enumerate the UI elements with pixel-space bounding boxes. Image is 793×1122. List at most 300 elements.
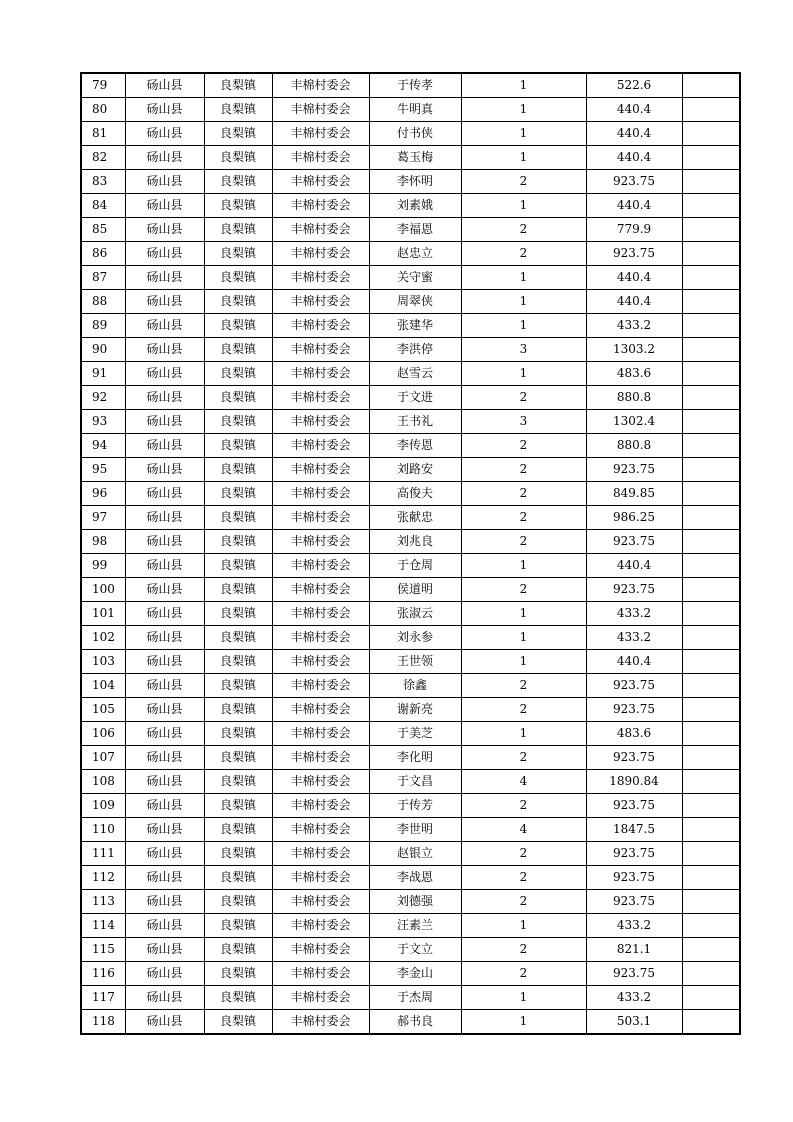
village-committee-cell: 丰棉村委会	[272, 890, 369, 914]
county-cell: 砀山县	[125, 554, 204, 578]
town-cell: 良梨镇	[204, 506, 272, 530]
table-row	[81, 890, 740, 914]
remark-cell	[682, 674, 740, 698]
amount-cell: 880.8	[586, 386, 682, 410]
town-cell: 良梨镇	[204, 842, 272, 866]
remark-cell	[682, 602, 740, 626]
remark-cell	[682, 842, 740, 866]
village-committee-cell: 丰棉村委会	[272, 338, 369, 362]
table-row	[81, 650, 740, 674]
village-committee-cell: 丰棉村委会	[272, 578, 369, 602]
amount-cell: 923.75	[586, 578, 682, 602]
town-cell: 良梨镇	[204, 362, 272, 386]
amount-cell: 849.85	[586, 482, 682, 506]
county-cell: 砀山县	[125, 770, 204, 794]
village-committee-cell: 丰棉村委会	[272, 818, 369, 842]
village-committee-cell: 丰棉村委会	[272, 986, 369, 1010]
village-committee-cell: 丰棉村委会	[272, 842, 369, 866]
town-cell: 良梨镇	[204, 170, 272, 194]
table-row	[81, 194, 740, 218]
name-cell: 李战恩	[369, 866, 461, 890]
name-cell: 赵忠立	[369, 242, 461, 266]
remark-cell	[682, 170, 740, 194]
remark-cell	[682, 242, 740, 266]
row-number-cell: 87	[81, 266, 125, 290]
county-cell: 砀山县	[125, 314, 204, 338]
remark-cell	[682, 530, 740, 554]
amount-cell: 923.75	[586, 866, 682, 890]
county-cell: 砀山县	[125, 674, 204, 698]
amount-cell: 433.2	[586, 314, 682, 338]
village-committee-cell: 丰棉村委会	[272, 458, 369, 482]
county-cell: 砀山县	[125, 122, 204, 146]
county-cell: 砀山县	[125, 266, 204, 290]
county-cell: 砀山县	[125, 722, 204, 746]
table-row	[81, 170, 740, 194]
name-cell: 谢新亮	[369, 698, 461, 722]
table-row	[81, 410, 740, 434]
table-row	[81, 98, 740, 122]
table-row	[81, 866, 740, 890]
name-cell: 刘永参	[369, 626, 461, 650]
name-cell: 于文昌	[369, 770, 461, 794]
town-cell: 良梨镇	[204, 314, 272, 338]
county-cell: 砀山县	[125, 986, 204, 1010]
amount-cell: 440.4	[586, 98, 682, 122]
amount-cell: 923.75	[586, 962, 682, 986]
household-size-cell: 2	[461, 578, 586, 602]
row-number-cell: 118	[81, 1010, 125, 1035]
name-cell: 周翠侠	[369, 290, 461, 314]
household-size-cell: 2	[461, 170, 586, 194]
name-cell: 于传孝	[369, 73, 461, 98]
row-number-cell: 106	[81, 722, 125, 746]
household-size-cell: 2	[461, 962, 586, 986]
name-cell: 李化明	[369, 746, 461, 770]
amount-cell: 433.2	[586, 914, 682, 938]
household-size-cell: 3	[461, 410, 586, 434]
village-committee-cell: 丰棉村委会	[272, 218, 369, 242]
amount-cell: 440.4	[586, 266, 682, 290]
town-cell: 良梨镇	[204, 218, 272, 242]
name-cell: 李洪停	[369, 338, 461, 362]
name-cell: 赵银立	[369, 842, 461, 866]
amount-cell: 483.6	[586, 722, 682, 746]
table-row	[81, 434, 740, 458]
table-row	[81, 266, 740, 290]
row-number-cell: 95	[81, 458, 125, 482]
county-cell: 砀山县	[125, 578, 204, 602]
row-number-cell: 107	[81, 746, 125, 770]
name-cell: 李传恩	[369, 434, 461, 458]
household-size-cell: 2	[461, 434, 586, 458]
remark-cell	[682, 890, 740, 914]
remark-cell	[682, 482, 740, 506]
remark-cell	[682, 122, 740, 146]
household-size-cell: 1	[461, 98, 586, 122]
amount-cell: 1890.84	[586, 770, 682, 794]
county-cell: 砀山县	[125, 1010, 204, 1035]
name-cell: 侯道明	[369, 578, 461, 602]
table-row	[81, 722, 740, 746]
row-number-cell: 89	[81, 314, 125, 338]
town-cell: 良梨镇	[204, 458, 272, 482]
amount-cell: 440.4	[586, 122, 682, 146]
town-cell: 良梨镇	[204, 98, 272, 122]
remark-cell	[682, 338, 740, 362]
village-committee-cell: 丰棉村委会	[272, 98, 369, 122]
remark-cell	[682, 290, 740, 314]
household-size-cell: 2	[461, 842, 586, 866]
table-row	[81, 242, 740, 266]
county-cell: 砀山县	[125, 362, 204, 386]
remark-cell	[682, 386, 740, 410]
county-cell: 砀山县	[125, 386, 204, 410]
row-number-cell: 97	[81, 506, 125, 530]
name-cell: 付书侠	[369, 122, 461, 146]
remark-cell	[682, 458, 740, 482]
household-size-cell: 2	[461, 218, 586, 242]
county-cell: 砀山县	[125, 794, 204, 818]
village-committee-cell: 丰棉村委会	[272, 73, 369, 98]
town-cell: 良梨镇	[204, 722, 272, 746]
household-size-cell: 3	[461, 338, 586, 362]
amount-cell: 923.75	[586, 242, 682, 266]
county-cell: 砀山县	[125, 530, 204, 554]
household-size-cell: 1	[461, 554, 586, 578]
village-committee-cell: 丰棉村委会	[272, 554, 369, 578]
amount-cell: 440.4	[586, 194, 682, 218]
table-row	[81, 554, 740, 578]
table-row	[81, 338, 740, 362]
amount-cell: 923.75	[586, 746, 682, 770]
table-row	[81, 578, 740, 602]
town-cell: 良梨镇	[204, 482, 272, 506]
name-cell: 张献忠	[369, 506, 461, 530]
household-size-cell: 1	[461, 650, 586, 674]
village-committee-cell: 丰棉村委会	[272, 626, 369, 650]
village-committee-cell: 丰棉村委会	[272, 290, 369, 314]
table-row	[81, 746, 740, 770]
row-number-cell: 82	[81, 146, 125, 170]
row-number-cell: 85	[81, 218, 125, 242]
row-number-cell: 115	[81, 938, 125, 962]
table-row	[81, 146, 740, 170]
name-cell: 刘兆良	[369, 530, 461, 554]
county-cell: 砀山县	[125, 842, 204, 866]
village-committee-cell: 丰棉村委会	[272, 266, 369, 290]
table-body	[81, 73, 740, 1034]
county-cell: 砀山县	[125, 602, 204, 626]
town-cell: 良梨镇	[204, 554, 272, 578]
amount-cell: 880.8	[586, 434, 682, 458]
table-row	[81, 1010, 740, 1035]
county-cell: 砀山县	[125, 818, 204, 842]
town-cell: 良梨镇	[204, 962, 272, 986]
household-size-cell: 1	[461, 986, 586, 1010]
row-number-cell: 113	[81, 890, 125, 914]
village-committee-cell: 丰棉村委会	[272, 362, 369, 386]
household-size-cell: 1	[461, 362, 586, 386]
name-cell: 于杰周	[369, 986, 461, 1010]
town-cell: 良梨镇	[204, 818, 272, 842]
table-row	[81, 73, 740, 98]
county-cell: 砀山县	[125, 914, 204, 938]
household-size-cell: 2	[461, 506, 586, 530]
town-cell: 良梨镇	[204, 290, 272, 314]
table-row	[81, 122, 740, 146]
household-size-cell: 2	[461, 530, 586, 554]
name-cell: 葛玉梅	[369, 146, 461, 170]
row-number-cell: 86	[81, 242, 125, 266]
row-number-cell: 98	[81, 530, 125, 554]
household-size-cell: 2	[461, 482, 586, 506]
name-cell: 汪素兰	[369, 914, 461, 938]
household-size-cell: 2	[461, 890, 586, 914]
amount-cell: 986.25	[586, 506, 682, 530]
county-cell: 砀山县	[125, 866, 204, 890]
household-size-cell: 1	[461, 1010, 586, 1035]
town-cell: 良梨镇	[204, 73, 272, 98]
town-cell: 良梨镇	[204, 938, 272, 962]
county-cell: 砀山县	[125, 962, 204, 986]
town-cell: 良梨镇	[204, 602, 272, 626]
table-row	[81, 842, 740, 866]
remark-cell	[682, 914, 740, 938]
row-number-cell: 80	[81, 98, 125, 122]
amount-cell: 779.9	[586, 218, 682, 242]
name-cell: 于文进	[369, 386, 461, 410]
row-number-cell: 105	[81, 698, 125, 722]
town-cell: 良梨镇	[204, 866, 272, 890]
village-committee-cell: 丰棉村委会	[272, 530, 369, 554]
county-cell: 砀山县	[125, 338, 204, 362]
table-row	[81, 626, 740, 650]
remark-cell	[682, 146, 740, 170]
row-number-cell: 116	[81, 962, 125, 986]
name-cell: 于美芝	[369, 722, 461, 746]
village-committee-cell: 丰棉村委会	[272, 242, 369, 266]
town-cell: 良梨镇	[204, 410, 272, 434]
remark-cell	[682, 866, 740, 890]
name-cell: 李怀明	[369, 170, 461, 194]
town-cell: 良梨镇	[204, 674, 272, 698]
household-size-cell: 2	[461, 794, 586, 818]
name-cell: 王世领	[369, 650, 461, 674]
amount-cell: 440.4	[586, 554, 682, 578]
name-cell: 李福恩	[369, 218, 461, 242]
table-row	[81, 770, 740, 794]
row-number-cell: 83	[81, 170, 125, 194]
row-number-cell: 100	[81, 578, 125, 602]
amount-cell: 433.2	[586, 986, 682, 1010]
table-row	[81, 290, 740, 314]
county-cell: 砀山县	[125, 746, 204, 770]
town-cell: 良梨镇	[204, 578, 272, 602]
village-committee-cell: 丰棉村委会	[272, 746, 369, 770]
county-cell: 砀山县	[125, 506, 204, 530]
town-cell: 良梨镇	[204, 890, 272, 914]
village-committee-cell: 丰棉村委会	[272, 722, 369, 746]
town-cell: 良梨镇	[204, 698, 272, 722]
village-committee-cell: 丰棉村委会	[272, 506, 369, 530]
table-row	[81, 794, 740, 818]
remark-cell	[682, 506, 740, 530]
row-number-cell: 114	[81, 914, 125, 938]
table-row	[81, 314, 740, 338]
remark-cell	[682, 218, 740, 242]
village-committee-cell: 丰棉村委会	[272, 962, 369, 986]
town-cell: 良梨镇	[204, 242, 272, 266]
table-row	[81, 818, 740, 842]
row-number-cell: 90	[81, 338, 125, 362]
town-cell: 良梨镇	[204, 746, 272, 770]
county-cell: 砀山县	[125, 218, 204, 242]
row-number-cell: 84	[81, 194, 125, 218]
remark-cell	[682, 722, 740, 746]
village-committee-cell: 丰棉村委会	[272, 674, 369, 698]
household-size-cell: 2	[461, 746, 586, 770]
county-cell: 砀山县	[125, 194, 204, 218]
household-size-cell: 2	[461, 458, 586, 482]
remark-cell	[682, 626, 740, 650]
county-cell: 砀山县	[125, 938, 204, 962]
town-cell: 良梨镇	[204, 530, 272, 554]
remark-cell	[682, 650, 740, 674]
table-row	[81, 218, 740, 242]
amount-cell: 483.6	[586, 362, 682, 386]
table-row	[81, 386, 740, 410]
amount-cell: 433.2	[586, 602, 682, 626]
town-cell: 良梨镇	[204, 266, 272, 290]
row-number-cell: 81	[81, 122, 125, 146]
amount-cell: 923.75	[586, 698, 682, 722]
amount-cell: 923.75	[586, 674, 682, 698]
remark-cell	[682, 554, 740, 578]
amount-cell: 923.75	[586, 530, 682, 554]
row-number-cell: 92	[81, 386, 125, 410]
town-cell: 良梨镇	[204, 914, 272, 938]
county-cell: 砀山县	[125, 890, 204, 914]
row-number-cell: 79	[81, 73, 125, 98]
county-cell: 砀山县	[125, 650, 204, 674]
amount-cell: 503.1	[586, 1010, 682, 1035]
amount-cell: 1303.2	[586, 338, 682, 362]
amount-cell: 923.75	[586, 890, 682, 914]
county-cell: 砀山县	[125, 146, 204, 170]
household-size-cell: 1	[461, 314, 586, 338]
county-cell: 砀山县	[125, 698, 204, 722]
amount-cell: 923.75	[586, 458, 682, 482]
village-committee-cell: 丰棉村委会	[272, 146, 369, 170]
village-committee-cell: 丰棉村委会	[272, 170, 369, 194]
town-cell: 良梨镇	[204, 434, 272, 458]
name-cell: 赵雪云	[369, 362, 461, 386]
amount-cell: 433.2	[586, 626, 682, 650]
table-row	[81, 698, 740, 722]
row-number-cell: 108	[81, 770, 125, 794]
remark-cell	[682, 818, 740, 842]
name-cell: 刘素娥	[369, 194, 461, 218]
table-row	[81, 506, 740, 530]
village-committee-cell: 丰棉村委会	[272, 434, 369, 458]
town-cell: 良梨镇	[204, 386, 272, 410]
row-number-cell: 102	[81, 626, 125, 650]
name-cell: 关守蜜	[369, 266, 461, 290]
amount-cell: 821.1	[586, 938, 682, 962]
village-committee-cell: 丰棉村委会	[272, 602, 369, 626]
row-number-cell: 110	[81, 818, 125, 842]
row-number-cell: 109	[81, 794, 125, 818]
village-committee-cell: 丰棉村委会	[272, 914, 369, 938]
remark-cell	[682, 194, 740, 218]
name-cell: 张淑云	[369, 602, 461, 626]
village-committee-cell: 丰棉村委会	[272, 650, 369, 674]
county-cell: 砀山县	[125, 73, 204, 98]
town-cell: 良梨镇	[204, 650, 272, 674]
remark-cell	[682, 434, 740, 458]
row-number-cell: 112	[81, 866, 125, 890]
amount-cell: 923.75	[586, 794, 682, 818]
remark-cell	[682, 98, 740, 122]
name-cell: 于传芳	[369, 794, 461, 818]
county-cell: 砀山县	[125, 458, 204, 482]
amount-cell: 440.4	[586, 146, 682, 170]
village-committee-cell: 丰棉村委会	[272, 770, 369, 794]
household-size-cell: 2	[461, 386, 586, 410]
remark-cell	[682, 314, 740, 338]
data-table	[80, 72, 741, 1035]
household-size-cell: 1	[461, 73, 586, 98]
name-cell: 刘路安	[369, 458, 461, 482]
remark-cell	[682, 962, 740, 986]
table-row	[81, 362, 740, 386]
household-size-cell: 2	[461, 242, 586, 266]
town-cell: 良梨镇	[204, 986, 272, 1010]
row-number-cell: 99	[81, 554, 125, 578]
name-cell: 于文立	[369, 938, 461, 962]
name-cell: 高俊夫	[369, 482, 461, 506]
household-size-cell: 1	[461, 194, 586, 218]
name-cell: 李金山	[369, 962, 461, 986]
amount-cell: 440.4	[586, 290, 682, 314]
remark-cell	[682, 770, 740, 794]
amount-cell: 1847.5	[586, 818, 682, 842]
village-committee-cell: 丰棉村委会	[272, 410, 369, 434]
remark-cell	[682, 746, 740, 770]
household-size-cell: 2	[461, 938, 586, 962]
village-committee-cell: 丰棉村委会	[272, 938, 369, 962]
village-committee-cell: 丰棉村委会	[272, 698, 369, 722]
name-cell: 于仓周	[369, 554, 461, 578]
row-number-cell: 101	[81, 602, 125, 626]
remark-cell	[682, 410, 740, 434]
village-committee-cell: 丰棉村委会	[272, 482, 369, 506]
town-cell: 良梨镇	[204, 338, 272, 362]
household-size-cell: 4	[461, 770, 586, 794]
amount-cell: 923.75	[586, 842, 682, 866]
remark-cell	[682, 938, 740, 962]
table-row	[81, 458, 740, 482]
household-size-cell: 2	[461, 698, 586, 722]
table-row	[81, 530, 740, 554]
table-row	[81, 986, 740, 1010]
household-size-cell: 4	[461, 818, 586, 842]
household-size-cell: 1	[461, 602, 586, 626]
county-cell: 砀山县	[125, 482, 204, 506]
table-row	[81, 482, 740, 506]
household-size-cell: 1	[461, 122, 586, 146]
